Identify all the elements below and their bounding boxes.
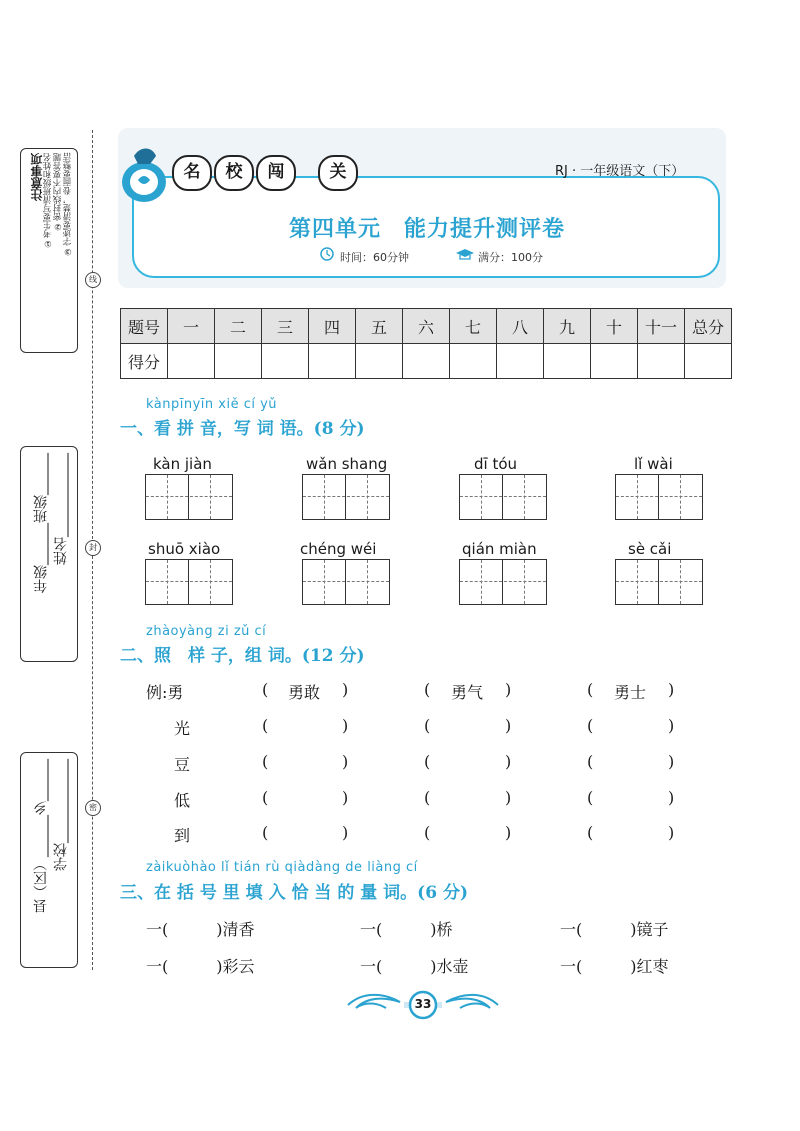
score-cell[interactable] [215,344,262,379]
answer-blank[interactable]: ( ) [587,716,675,735]
section2-title: 二、照 样 子，组 词。(12 分) [120,646,365,666]
answer-blank[interactable]: ( ) [262,752,349,771]
section1-pinyin: kànpīnyīn xiě cí yǔ [146,397,278,412]
paren-close: ) [505,680,512,699]
writing-grid[interactable] [459,474,547,520]
measure-word-item[interactable]: 一( )红枣 [560,957,669,976]
writing-grid[interactable] [302,559,390,605]
answer-blank[interactable]: ( ) [587,823,675,842]
measure-word-item[interactable]: 一( )桥 [360,920,453,939]
paren-open: ( [262,680,269,699]
school-field[interactable]: 学校____________ [53,759,69,871]
score-cell[interactable] [591,344,638,379]
score-cell[interactable] [450,344,497,379]
note-1: ①考生要写清班级和姓名 [43,153,53,248]
score-head-cell: 十 [591,309,638,344]
seal-mark-3: 密 [85,800,101,816]
pinyin-item: chéng wéi [300,540,377,558]
prompt-char: 光 [174,719,191,738]
score-cell[interactable] [544,344,591,379]
answer-blank[interactable]: ( ) [262,788,349,807]
writing-grid[interactable] [615,474,703,520]
subject-label: RJ · 一年级语文（下） [555,164,685,179]
paren-open: ( [587,680,594,699]
section2-pinyin: zhàoyàng zi zǔ cí [146,624,267,639]
score-cell[interactable] [403,344,450,379]
pinyin-item: dī tóu [474,455,518,473]
seal-mark-1: 线 [85,272,101,288]
score-header-row [121,309,732,344]
logo-icon [116,142,172,206]
score-cell[interactable] [638,344,685,379]
prompt-char: 低 [174,791,191,810]
answer-blank[interactable]: ( ) [262,716,349,735]
example-label: 例:勇 [146,683,184,702]
brand-char-4: 关 [318,155,358,191]
score-cell[interactable] [168,344,215,379]
score-cell[interactable] [356,344,403,379]
writing-grid[interactable] [459,559,547,605]
example-word: 勇士 [614,683,647,702]
score-head-cell: 题号 [121,309,168,344]
pinyin-item: shuō xiào [148,540,221,558]
example-word: 勇敢 [288,683,321,702]
writing-grid[interactable] [302,474,390,520]
score-head-cell: 七 [450,309,497,344]
score-head-cell: 九 [544,309,591,344]
score-cell[interactable] [685,344,732,379]
class-field[interactable]: 年级______班级______ [33,453,49,593]
score-head-cell: 二 [215,309,262,344]
score-label: 满分：100分 [478,251,543,264]
answer-blank[interactable]: ( ) [262,823,349,842]
prompt-char: 豆 [174,755,191,774]
note-2: ②密封线内不要答题 [53,153,63,231]
section3-pinyin: zàikuòhào lǐ tián rù qiàdàng de liàng cí [146,860,418,875]
score-head-cell: 三 [262,309,309,344]
class-name-box [20,446,78,662]
pinyin-item: qián miàn [462,540,537,558]
section1-title: 一、看 拼 音，写 词 语。(8 分) [120,419,365,439]
answer-blank[interactable]: ( ) [424,752,512,771]
writing-grid[interactable] [145,474,233,520]
section3-title: 三、在 括 号 里 填 入 恰 当 的 量 词。(6 分) [120,883,469,903]
clock-icon [318,247,336,261]
score-head-cell: 八 [497,309,544,344]
school-box [20,752,78,968]
score-row-label: 得分 [121,344,168,379]
measure-word-item[interactable]: 一( )镜子 [560,920,669,939]
measure-word-item[interactable]: 一( )彩云 [146,957,255,976]
pinyin-item: kàn jiàn [153,455,212,473]
answer-blank[interactable]: ( ) [587,752,675,771]
score-cell[interactable] [262,344,309,379]
score-head-cell: 六 [403,309,450,344]
measure-word-item[interactable]: 一( )清香 [146,920,255,939]
notes-box [20,148,78,353]
score-head-cell: 总分 [685,309,732,344]
answer-blank[interactable]: ( ) [424,716,512,735]
score-head-cell: 四 [309,309,356,344]
writing-grid[interactable] [615,559,703,605]
paren-close: ) [668,680,675,699]
answer-blank[interactable]: ( ) [424,788,512,807]
score-value-row [121,344,732,379]
prompt-char: 到 [174,826,191,845]
brand-char-2: 校 [214,155,254,191]
notes-title: 注意事项 [30,153,44,201]
paren-close: ) [342,680,349,699]
pinyin-item: lǐ wài [634,455,673,473]
score-head-cell: 五 [356,309,403,344]
writing-grid[interactable] [145,559,233,605]
paren-open: ( [424,680,431,699]
score-head-cell: 十一 [638,309,685,344]
brand-char-3: 闯 [256,155,296,191]
pinyin-item: wǎn shang [306,455,388,473]
answer-blank[interactable]: ( ) [587,788,675,807]
seal-mark-2: 封 [85,540,101,556]
pinyin-item: sè cǎi [628,540,672,558]
brand-char-1: 名 [172,155,212,191]
measure-word-item[interactable]: 一( )水壶 [360,957,469,976]
score-cell[interactable] [309,344,356,379]
example-word: 勇气 [451,683,484,702]
county-field[interactable]: 县（区）______乡______ [33,759,49,913]
answer-blank[interactable]: ( ) [424,823,512,842]
note-3: ③字迹要清楚，卷面要整洁 [63,153,73,257]
score-head-cell: 一 [168,309,215,344]
page-number: 33 [414,997,432,1011]
score-table [120,308,732,379]
score-cell[interactable] [497,344,544,379]
time-label: 时间：60分钟 [340,251,409,264]
name-field[interactable]: 姓名____________ [53,453,69,565]
score-icon [454,247,476,261]
page-title: 第四单元 能力提升测评卷 [288,216,565,242]
